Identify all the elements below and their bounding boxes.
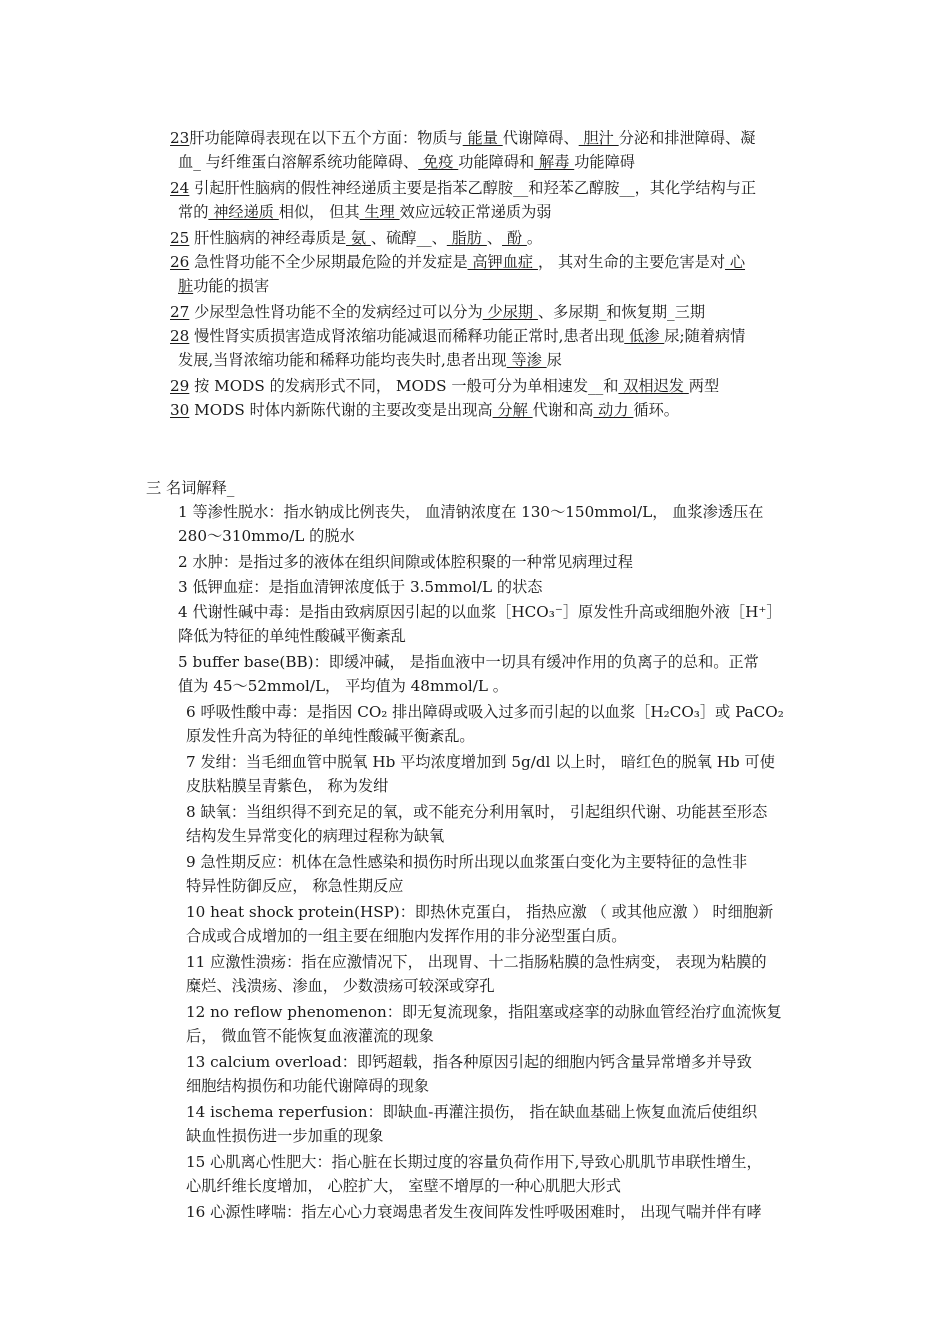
text-segment: 、硫醇__、 (370, 229, 447, 247)
definition-continuation: 结构发生异常变化的病理过程称为缺氧 (186, 827, 445, 845)
text-segment: 代谢和高 (532, 401, 594, 419)
blank-item-line (170, 376, 719, 396)
text-segment: 两型 (688, 377, 720, 395)
underlined-answer: 29 (170, 377, 190, 395)
text-segment: 循环。 (633, 401, 679, 419)
blank-item-line (170, 178, 756, 198)
underlined-answer: 酚 (502, 229, 527, 247)
underlined-answer: 30 (170, 401, 190, 419)
definition-continuation: 后， 微血管不能恢复血液灌流的现象 (186, 1027, 434, 1045)
definition-item: 16 心源性哮喘：指左心心力衰竭患者发生夜间阵发性呼吸困难时， 出现气喘并伴有哮 (186, 1203, 762, 1221)
blank-item-line (178, 152, 635, 172)
text-segment: 肝功能障碍表现在以下五个方面：物质与 (189, 129, 463, 147)
definition-item: 13 calcium overload：即钙超载，指各种原因引起的细胞内钙含量异常增多并导致 (186, 1053, 752, 1071)
definition-item: 4 代谢性碱中毒：是指由致病原因引起的以血浆［HCO₃⁻］原发性升高或细胞外液［H⁺］ (178, 603, 782, 621)
underlined-answer: 动力 (593, 401, 634, 419)
text-segment: 分泌和排泄障碍、凝 (618, 129, 756, 147)
definition-item: 5 buffer base(BB)：即缓冲碱， 是指血液中一切具有缓冲作用的负离子的总和。正常 (178, 653, 759, 671)
text-segment: 急性肾功能不全少尿期最危险的并发症是 (189, 253, 468, 271)
definition-item: 1 等渗性脱水：指水钠成比例丧失， 血清钠浓度在 130～150mmol/L， 血浆渗透压在 (178, 503, 764, 521)
definition-continuation: 合成或合成增加的一组主要在细胞内发挥作用的非分泌型蛋白质。 (186, 927, 627, 945)
definition-item: 10 heat shock protein(HSP)：即热休克蛋白， 指热应激 （ 或其他应激 ） 时细胞新 (186, 903, 774, 921)
definition-continuation: 特异性防御反应， 称急性期反应 (186, 877, 404, 895)
definition-item: 11 应激性溃疡：指在应激情况下， 出现胃、十二指肠粘膜的急性病变， 表现为粘膜的 (186, 953, 767, 971)
definition-continuation: 降低为特征的单纯性酸碱平衡紊乱 (178, 627, 406, 645)
text-segment: 按 MODS 的发病形式不同， MODS 一般可分为单相速发__和 (189, 377, 619, 395)
definition-item: 3 低钾血症：是指血清钾浓度低于 3.5mmol/L 的状态 (178, 578, 543, 596)
underlined-answer: 分解 (492, 401, 533, 419)
blank-item-line (170, 128, 755, 148)
underlined-answer: 25 (170, 229, 190, 247)
text-segment: MODS 时体内新陈代谢的主要改变是出现高 (189, 401, 493, 419)
underlined-answer: 胆汁 (578, 129, 619, 147)
underlined-answer: 氨 (346, 229, 371, 247)
text-segment: 血_ 与纤维蛋白溶解系统功能障碍、 (178, 153, 419, 171)
definition-item: 15 心肌离心性肥大：指心脏在长期过度的容量负荷作用下,导致心肌肌节串联性增生， (186, 1153, 762, 1171)
text-segment: 引起肝性脑病的假性神经递质主要是指苯乙醇胺__和羟苯乙醇胺__，其化学结构与正 (189, 179, 757, 197)
definition-continuation: 原发性升高为特征的单纯性酸碱平衡紊乱。 (186, 727, 475, 745)
underlined-answer: 免疫 (418, 153, 459, 171)
definition-item: 7 发绀：当毛细血管中脱氧 Hb 平均浓度增加到 5g/dl 以上时， 暗红色的脱氧 Hb 可使 (186, 753, 775, 771)
section-heading: 三 名词解释_ (146, 479, 235, 497)
underlined-answer: 28 (170, 327, 190, 345)
underlined-answer: 解毒 (534, 153, 575, 171)
definition-item: 2 水肿：是指过多的液体在组织间隙或体腔积聚的一种常见病理过程 (178, 553, 633, 571)
text-segment: 肝性脑病的神经毒质是 (189, 229, 347, 247)
blank-item-line (170, 252, 745, 272)
text-segment: 功能的损害 (193, 277, 270, 295)
text-segment: 慢性肾实质损害造成肾浓缩功能减退而稀释功能正常时,患者出现 (189, 327, 625, 345)
text-segment: 、多尿期_和恢复期_三期 (537, 303, 705, 321)
underlined-answer: 生理 (359, 203, 400, 221)
text-segment: 功能障碍和 (458, 153, 535, 171)
underlined-answer: 高钾血症 (467, 253, 538, 271)
text-segment: 少尿型急性肾功能不全的发病经过可以分为 (189, 303, 483, 321)
definition-continuation: 值为 45～52mmol/L， 平均值为 48mmol/L 。 (178, 677, 508, 695)
definition-continuation: 皮肤粘膜呈青紫色， 称为发绀 (186, 777, 389, 795)
text-segment: 发展,当肾浓缩功能和稀释功能均丧失时,患者出现 (178, 351, 507, 369)
underlined-answer: 24 (170, 179, 190, 197)
blank-item-line (170, 326, 745, 346)
definition-continuation: 细胞结构损伤和功能代谢障碍的现象 (186, 1077, 429, 1095)
underlined-answer: 脏 (178, 277, 194, 295)
blank-item-line (178, 276, 269, 296)
underlined-answer: 少尿期 (482, 303, 538, 321)
text-segment: 尿;随着病情 (664, 327, 746, 345)
text-segment: 效应远较正常递质为弱 (399, 203, 552, 221)
underlined-answer: 23 (170, 129, 190, 147)
underlined-answer: 心 (725, 253, 746, 271)
definition-continuation: 心肌纤维长度增加， 心腔扩大， 室壁不增厚的一种心肌肥大形式 (186, 1177, 621, 1195)
underlined-answer: 能量 (462, 129, 503, 147)
underlined-answer: 双相迟发 (618, 377, 689, 395)
definition-item: 9 急性期反应：机体在急性感染和损伤时所出现以血浆蛋白变化为主要特征的急性非 (186, 853, 748, 871)
underlined-answer: 神经递质 (208, 203, 279, 221)
definition-item: 14 ischema reperfusion：即缺血-再灌注损伤， 指在缺血基础上恢复血流后使组织 (186, 1103, 758, 1121)
text-segment: 尿 (546, 351, 562, 369)
definition-continuation: 缺血性损伤进一步加重的现象 (186, 1127, 384, 1145)
underlined-answer: 26 (170, 253, 190, 271)
text-segment: 相似， 但其 (278, 203, 360, 221)
text-segment: 常的 (178, 203, 209, 221)
text-segment: 功能障碍 (574, 153, 635, 171)
underlined-answer: 脂肪 (446, 229, 487, 247)
blank-item-line (170, 228, 542, 248)
definition-continuation: 糜烂、浅溃疡、渗血， 少数溃疡可较深或穿孔 (186, 977, 495, 995)
definition-item: 6 呼吸性酸中毒：是指因 CO₂ 排出障碍或吸入过多而引起的以血浆［H₂CO₃］或 PaCO₂ (186, 703, 784, 721)
blank-item-line (170, 400, 679, 420)
definition-continuation: 280～310mmo/L 的脱水 (178, 527, 355, 545)
text-segment: ， 其对生命的主要危害是对 (537, 253, 726, 271)
blank-item-line (178, 350, 562, 370)
blank-item-line (170, 302, 705, 322)
definition-item: 12 no reflow phenomenon：即无复流现象，指阻塞或痉挛的动脉血管经治疗血流恢复 (186, 1003, 782, 1021)
text-segment: 代谢障碍、 (502, 129, 579, 147)
text-segment: 、 (486, 229, 503, 247)
blank-item-line (178, 202, 551, 222)
definition-item: 8 缺氧：当组织得不到充足的氧，或不能充分利用氧时， 引起组织代谢、功能甚至形态 (186, 803, 768, 821)
underlined-answer: 低渗 (624, 327, 665, 345)
text-segment: 。 (526, 229, 543, 247)
underlined-answer: 等渗 (506, 351, 547, 369)
underlined-answer: 27 (170, 303, 190, 321)
